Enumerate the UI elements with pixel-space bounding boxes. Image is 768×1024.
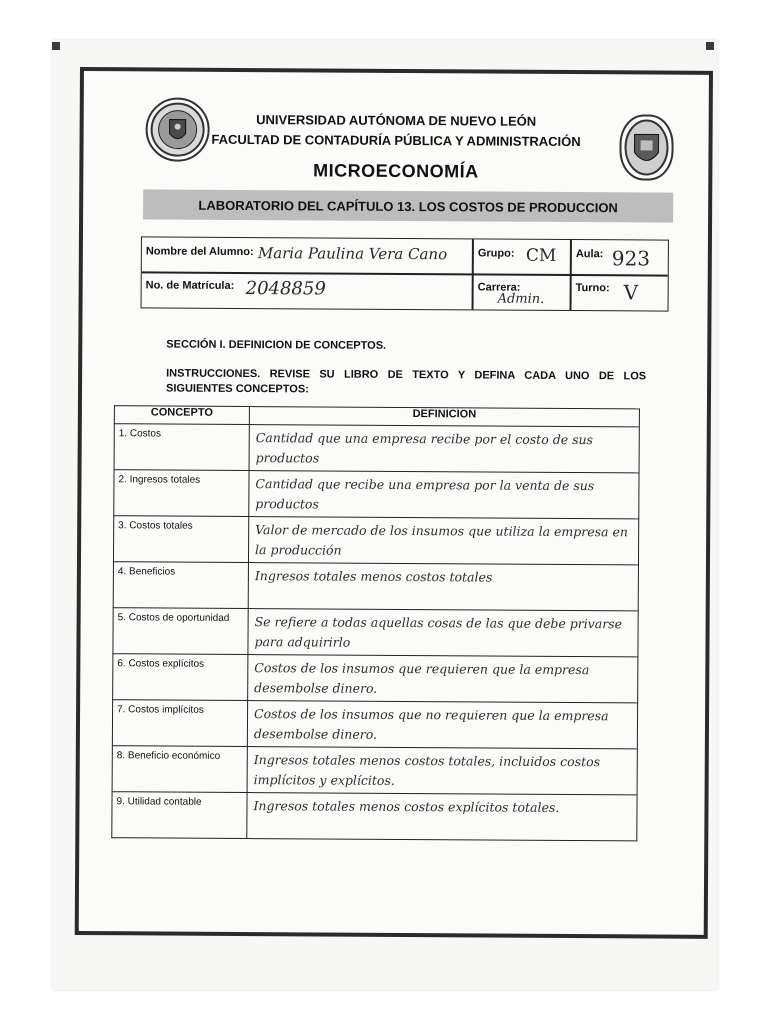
table-row (113, 516, 638, 565)
definition-cell: Cantidad que recibe una empresa por la venta de sus productos (249, 471, 639, 519)
corner-mark-top-right (706, 42, 714, 50)
info-divider-v2 (570, 240, 572, 310)
definition-cell: Se refiere a todas aquellas cosas de las que debe privarse para adquirirlo (248, 609, 638, 657)
name-field (146, 241, 254, 260)
room-value: 923 (611, 246, 651, 271)
id-label: No. de Matrícula: (145, 279, 235, 292)
university-name: UNIVERSIDAD AUTÓNOMA DE NUEVO LEÓN (256, 112, 537, 129)
concept-cell: 6. Costos explícitos (113, 654, 248, 701)
career-value: Admin. (497, 291, 545, 307)
id-value: 2048859 (245, 278, 326, 300)
shift-label: Turno: (575, 282, 610, 295)
lab-title: LABORATORIO DEL CAPÍTULO 13. LOS COSTOS DE PRODUCCION (198, 197, 618, 215)
info-divider-v1 (472, 239, 474, 309)
crest-icon (149, 101, 205, 157)
definition-cell: Costos de los insumos que requieren que la empresa desembolse dinero. (248, 655, 638, 703)
group-value: CM (525, 245, 557, 266)
column-header-concept: CONCEPTO (114, 406, 249, 425)
name-value: Maria Paulina Vera Cano (257, 244, 448, 264)
faculty-name: FACULTAD DE CONTADURÍA PÚBLICA Y ADMINISTRACIÓN (211, 131, 581, 150)
definition-cell: Ingresos totales menos costos totales (248, 563, 638, 611)
lab-title-banner (143, 189, 673, 222)
table-row (113, 654, 638, 703)
section-title: SECCIÓN I. DEFINICION DE CONCEPTOS. (166, 338, 387, 352)
definition-cell: Ingresos totales menos costos explícitos totales. (247, 793, 637, 841)
id-field (146, 275, 235, 294)
definition-cell: Valor de mercado de los insumos que utiliza la empresa en la producción (248, 517, 638, 565)
concepts-table (111, 405, 640, 841)
concept-cell: 4. Beneficios (113, 562, 248, 609)
definition-cell: Cantidad que una empresa recibe por el costo de sus productos (249, 425, 639, 473)
subject-title: MICROECONOMÍA (313, 160, 479, 182)
career-label: Carrera: (477, 281, 521, 294)
room-label: Aula: (575, 248, 604, 261)
table-row (113, 562, 638, 611)
table-row (114, 470, 639, 519)
student-info-box (141, 236, 669, 311)
concept-cell: 3. Costos totales (113, 516, 248, 563)
university-seal-left (145, 97, 209, 161)
shift-value: V (623, 280, 639, 305)
column-header-definition: DEFINICION (249, 407, 639, 427)
table-row (113, 608, 638, 657)
group-label: Grupo: (477, 247, 515, 260)
definition-cell: Ingresos totales menos costos totales, incluidos costos implícitos y explícitos. (247, 747, 637, 795)
concept-cell: 9. Utilidad contable (112, 792, 247, 839)
concept-cell: 2. Ingresos totales (114, 470, 249, 517)
worksheet-page (75, 67, 713, 939)
table-row (114, 424, 639, 473)
corner-mark-top-left (52, 42, 60, 50)
table-row (112, 792, 637, 841)
table-row (112, 746, 637, 795)
group-field (478, 243, 515, 261)
concept-cell: 1. Costos (114, 424, 249, 471)
name-label: Nombre del Alumno: (145, 245, 254, 259)
instructions-text: INSTRUCCIONES. REVISE SU LIBRO DE TEXTO Y DEFINA CADA UNO DE LOS SIGUIENTES CONCEPTOS: (166, 367, 647, 396)
definition-cell: Costos de los insumos que no requieren que la empresa desembolse dinero. (247, 701, 637, 749)
concept-cell: 5. Costos de oportunidad (113, 608, 248, 655)
table-row (112, 700, 637, 749)
concept-cell: 8. Beneficio económico (112, 746, 247, 793)
room-field (576, 244, 604, 262)
concept-cell: 7. Costos implícitos (112, 700, 247, 747)
shift-field (576, 278, 610, 296)
